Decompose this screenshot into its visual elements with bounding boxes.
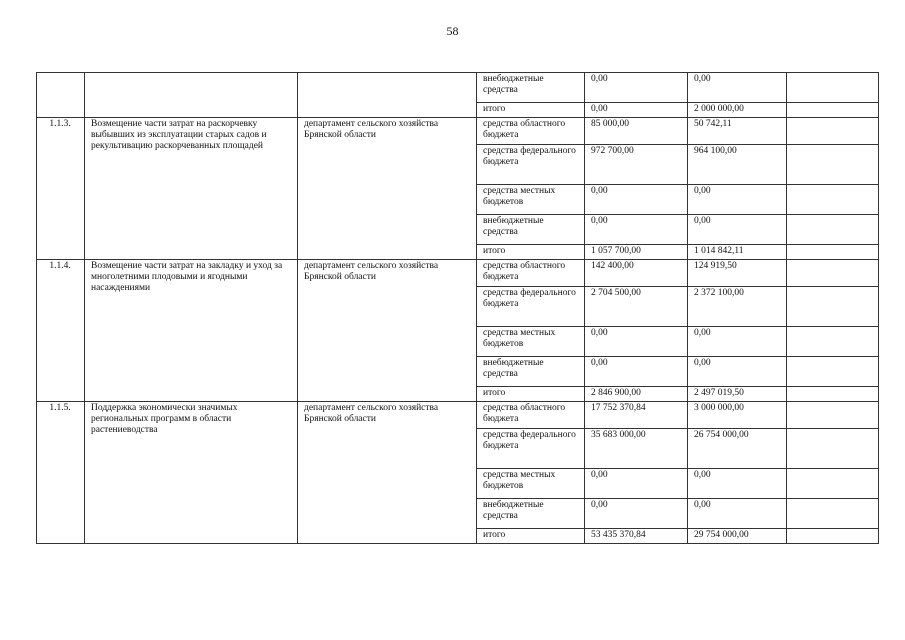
empty-cell bbox=[787, 469, 879, 499]
value-2: 3 000 000,00 bbox=[688, 402, 787, 429]
value-1: 0,00 bbox=[585, 185, 688, 215]
value-2: 0,00 bbox=[688, 185, 787, 215]
empty-cell bbox=[787, 327, 879, 357]
measure-executor: департамент сельского хозяйства Брянской области bbox=[298, 260, 477, 402]
empty-cell bbox=[787, 287, 879, 327]
value-1: 1 057 700,00 bbox=[585, 245, 688, 260]
funding-source: средства областного бюджета bbox=[477, 260, 585, 287]
value-1: 0,00 bbox=[585, 499, 688, 529]
funding-source: средства местных бюджетов bbox=[477, 185, 585, 215]
funding-source: внебюджетные средства bbox=[477, 357, 585, 387]
measure-number: 1.1.3. bbox=[37, 118, 85, 260]
value-2: 2 497 019,50 bbox=[688, 387, 787, 402]
value-1: 142 400,00 bbox=[585, 260, 688, 287]
funding-source: средства федерального бюджета bbox=[477, 145, 585, 185]
funding-source: средства федерального бюджета bbox=[477, 287, 585, 327]
measure-name: Возмещение части затрат на закладку и уход за многолетними плодовыми и ягодными насаждениями bbox=[85, 260, 298, 402]
empty-cell bbox=[787, 73, 879, 103]
value-1: 0,00 bbox=[585, 327, 688, 357]
measure-executor: департамент сельского хозяйства Брянской области bbox=[298, 118, 477, 260]
value-2: 29 754 000,00 bbox=[688, 529, 787, 544]
funding-table bbox=[36, 72, 879, 544]
empty-cell bbox=[787, 118, 879, 145]
funding-source: средства областного бюджета bbox=[477, 402, 585, 429]
empty-cell bbox=[787, 499, 879, 529]
empty-cell bbox=[787, 215, 879, 245]
funding-source: итого bbox=[477, 103, 585, 118]
empty-cell bbox=[787, 103, 879, 118]
value-1: 0,00 bbox=[585, 215, 688, 245]
measure-name: Поддержка экономически значимых региональных программ в области растениеводства bbox=[85, 402, 298, 544]
value-2: 1 014 842,11 bbox=[688, 245, 787, 260]
funding-source: внебюджетные средства bbox=[477, 73, 585, 103]
measure-number: 1.1.5. bbox=[37, 402, 85, 544]
measure-name-cell bbox=[85, 73, 298, 118]
empty-cell bbox=[787, 145, 879, 185]
value-2: 0,00 bbox=[688, 327, 787, 357]
funding-source: средства федерального бюджета bbox=[477, 429, 585, 469]
value-1: 2 704 500,00 bbox=[585, 287, 688, 327]
empty-cell bbox=[787, 245, 879, 260]
value-2: 124 919,50 bbox=[688, 260, 787, 287]
empty-cell bbox=[787, 357, 879, 387]
value-1: 0,00 bbox=[585, 73, 688, 103]
value-2: 26 754 000,00 bbox=[688, 429, 787, 469]
empty-cell bbox=[787, 529, 879, 544]
value-1: 53 435 370,84 bbox=[585, 529, 688, 544]
value-2: 2 000 000,00 bbox=[688, 103, 787, 118]
value-2: 0,00 bbox=[688, 469, 787, 499]
value-1: 2 846 900,00 bbox=[585, 387, 688, 402]
table-row bbox=[37, 73, 879, 103]
funding-source: средства местных бюджетов bbox=[477, 469, 585, 499]
empty-cell bbox=[787, 429, 879, 469]
funding-source: итого bbox=[477, 245, 585, 260]
measure-number-cell bbox=[37, 73, 85, 118]
table-row bbox=[37, 402, 879, 429]
value-2: 50 742,11 bbox=[688, 118, 787, 145]
value-1: 0,00 bbox=[585, 103, 688, 118]
funding-source: внебюджетные средства bbox=[477, 215, 585, 245]
value-1: 0,00 bbox=[585, 357, 688, 387]
measure-executor-cell bbox=[298, 73, 477, 118]
value-1: 17 752 370,84 bbox=[585, 402, 688, 429]
value-2: 0,00 bbox=[688, 357, 787, 387]
table-row bbox=[37, 260, 879, 287]
empty-cell bbox=[787, 387, 879, 402]
value-2: 2 372 100,00 bbox=[688, 287, 787, 327]
measure-number: 1.1.4. bbox=[37, 260, 85, 402]
page-number: 58 bbox=[446, 24, 459, 38]
empty-cell bbox=[787, 402, 879, 429]
funding-source: средства областного бюджета bbox=[477, 118, 585, 145]
empty-cell bbox=[787, 185, 879, 215]
value-1: 35 683 000,00 bbox=[585, 429, 688, 469]
value-1: 85 000,00 bbox=[585, 118, 688, 145]
value-1: 972 700,00 bbox=[585, 145, 688, 185]
funding-source: средства местных бюджетов bbox=[477, 327, 585, 357]
empty-cell bbox=[787, 260, 879, 287]
value-2: 0,00 bbox=[688, 215, 787, 245]
table-row bbox=[37, 118, 879, 145]
funding-source: итого bbox=[477, 387, 585, 402]
value-2: 964 100,00 bbox=[688, 145, 787, 185]
funding-source: внебюджетные средства bbox=[477, 499, 585, 529]
value-2: 0,00 bbox=[688, 499, 787, 529]
value-2: 0,00 bbox=[688, 73, 787, 103]
measure-executor: департамент сельского хозяйства Брянской области bbox=[298, 402, 477, 544]
measure-name: Возмещение части затрат на раскорчевку выбывших из эксплуатации старых садов и рекультивацию раскорчеванных площадей bbox=[85, 118, 298, 260]
funding-source: итого bbox=[477, 529, 585, 544]
value-1: 0,00 bbox=[585, 469, 688, 499]
